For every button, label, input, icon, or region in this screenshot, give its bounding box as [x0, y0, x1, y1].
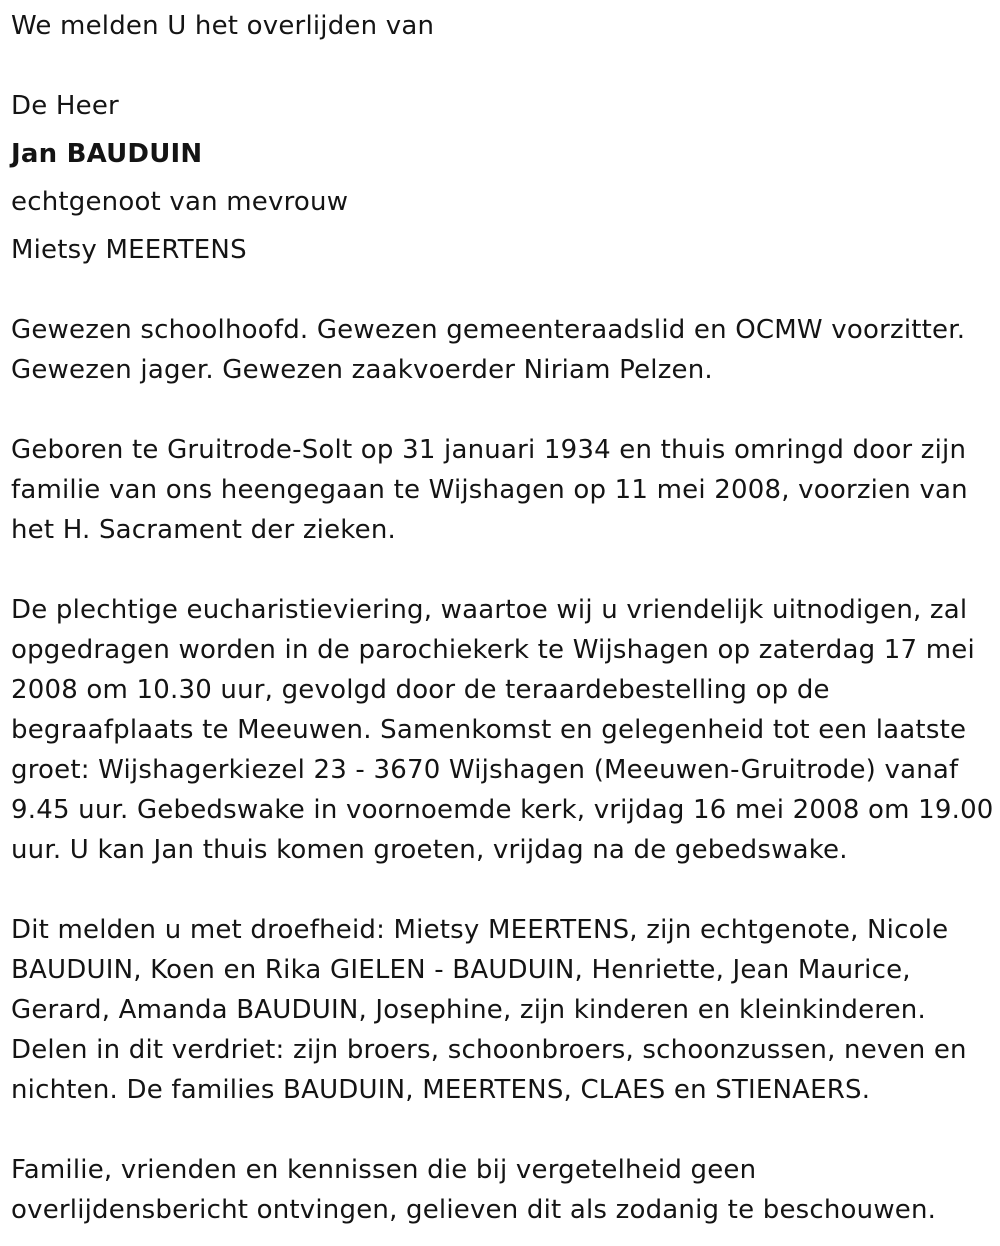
- paragraph-line: groet: Wijshagerkiezel 23 - 3670 Wijshagen (Meeuwen-Gruitrode) vanaf: [11, 755, 959, 785]
- paragraph-line: het H. Sacrament der zieken.: [11, 515, 396, 545]
- deceased-name: Jan BAUDUIN: [11, 139, 203, 169]
- paragraph-line: opgedragen worden in de parochiekerk te Wijshagen op zaterdag 17 mei: [11, 635, 975, 665]
- paragraph-line: 2008 om 10.30 uur, gevolgd door de teraardebestelling op de: [11, 675, 830, 705]
- paragraph-line: Delen in dit verdriet: zijn broers, schoonbroers, schoonzussen, neven en: [11, 1035, 967, 1065]
- paragraph-line: nichten. De families BAUDUIN, MEERTENS, CLAES en STIENAERS.: [11, 1075, 871, 1105]
- title-text: De Heer: [11, 91, 119, 121]
- spouse-label: echtgenoot van mevrouw: [11, 187, 349, 217]
- paragraph-line: 9.45 uur. Gebedswake in voornoemde kerk, vrijdag 16 mei 2008 om 19.00: [11, 795, 994, 825]
- paragraph-line: familie van ons heengegaan te Wijshagen op 11 mei 2008, voorzien van: [11, 475, 968, 505]
- paragraph-line: overlijdensbericht ontvingen, gelieven dit als zodanig te beschouwen.: [11, 1195, 937, 1225]
- paragraph-line: De plechtige eucharistieviering, waartoe wij u vriendelijk uitnodigen, zal: [11, 595, 968, 625]
- paragraph-line: Gewezen schoolhoofd. Gewezen gemeenteraadslid en OCMW voorzitter.: [11, 315, 966, 345]
- paragraph-line: Gerard, Amanda BAUDUIN, Josephine, zijn kinderen en kleinkinderen.: [11, 995, 926, 1025]
- paragraph-line: uur. U kan Jan thuis komen groeten, vrijdag na de gebedswake.: [11, 835, 848, 865]
- paragraph-line: Familie, vrienden en kennissen die bij vergetelheid geen: [11, 1155, 757, 1185]
- paragraph-line: begraafplaats te Meeuwen. Samenkomst en gelegenheid tot een laatste: [11, 715, 967, 745]
- paragraph-line: Gewezen jager. Gewezen zaakvoerder Niriam Pelzen.: [11, 355, 713, 385]
- paragraph-line: BAUDUIN, Koen en Rika GIELEN - BAUDUIN, Henriette, Jean Maurice,: [11, 955, 911, 985]
- paragraph-line: Geboren te Gruitrode-Solt op 31 januari 1934 en thuis omringd door zijn: [11, 435, 967, 465]
- spouse-name: Mietsy MEERTENS: [11, 235, 247, 265]
- paragraph-line: Dit melden u met droefheid: Mietsy MEERTENS, zijn echtgenote, Nicole: [11, 915, 949, 945]
- intro-text: We melden U het overlijden van: [11, 11, 435, 41]
